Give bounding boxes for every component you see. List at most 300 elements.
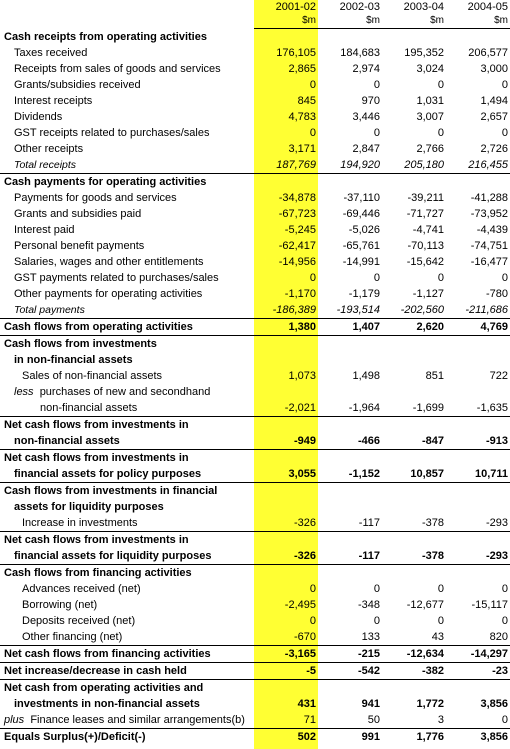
row-prefix: plus (4, 714, 25, 726)
row-label-text: Interest receipts (14, 95, 93, 107)
row-label-text: Total payments (14, 304, 85, 316)
value-cell (446, 174, 510, 191)
row-label (0, 417, 254, 434)
row-label-text: Total receipts (14, 159, 77, 171)
value-cell (382, 29, 446, 46)
value-cell: -14,297 (446, 646, 510, 663)
row-label (0, 206, 254, 222)
row-label-text: Interest paid (14, 224, 75, 236)
row-prefix: less (14, 386, 34, 398)
unit-header: $m (446, 14, 510, 29)
value-cell (446, 352, 510, 368)
value-cell: 0 (501, 615, 508, 627)
table-row (0, 238, 510, 254)
table-row (0, 190, 510, 206)
value-cell: 0 (373, 583, 380, 595)
value-cell (382, 483, 446, 500)
value-cell (446, 680, 510, 697)
value-cell: -39,211 (407, 192, 444, 204)
value-cell: 0 (437, 272, 444, 284)
row-label-text: Personal benefit payments (14, 240, 145, 252)
table-row (0, 61, 510, 77)
row-label-text: Advances received (net) (22, 583, 141, 595)
value-cell: -2,495 (284, 599, 316, 611)
value-cell: -382 (382, 663, 446, 680)
value-cell: 0 (437, 583, 444, 595)
row-label (0, 141, 254, 157)
table-row (0, 368, 510, 384)
row-label (0, 581, 254, 597)
value-cell: 205,180 (404, 159, 444, 171)
value-cell: 3,055 (288, 468, 316, 480)
value-cell: 176,105 (276, 47, 316, 59)
row-label (0, 532, 254, 549)
table-row (0, 77, 510, 93)
value-cell (446, 450, 510, 467)
value-cell (254, 352, 318, 368)
row-label (0, 696, 254, 712)
row-label-text: Equals Surplus(+)/Deficit(-) (4, 731, 146, 743)
table-row (0, 466, 510, 483)
value-cell: 10,857 (410, 468, 444, 480)
value-cell: -1,699 (412, 402, 444, 414)
value-cell: -5,026 (348, 224, 380, 236)
value-cell: -913 (485, 435, 508, 447)
table-row (0, 286, 510, 302)
value-cell: 216,455 (468, 159, 508, 171)
value-cell: 1,776 (382, 729, 446, 746)
value-cell: -37,110 (343, 192, 380, 204)
value-cell (254, 483, 318, 500)
row-label (0, 597, 254, 613)
value-cell: -23 (446, 663, 510, 680)
value-cell: 2,726 (480, 143, 508, 155)
value-cell: -202,560 (400, 304, 444, 316)
value-cell: -117 (358, 550, 380, 562)
value-cell: -14,991 (342, 256, 380, 268)
value-cell: 0 (309, 583, 316, 595)
year-header: 2004-05 (467, 1, 508, 13)
table-row (0, 712, 510, 729)
table-row (0, 532, 510, 549)
value-cell (318, 499, 382, 515)
value-cell: -4,439 (476, 224, 508, 236)
value-cell (446, 565, 510, 582)
value-cell: -215 (318, 646, 382, 663)
value-cell (318, 174, 382, 191)
value-cell: -73,952 (470, 208, 508, 220)
table-row (0, 613, 510, 629)
value-cell (382, 680, 446, 697)
value-cell: 2,766 (416, 143, 444, 155)
row-label (0, 384, 254, 400)
row-label (0, 515, 254, 532)
value-cell (254, 174, 318, 191)
value-cell: 0 (437, 79, 444, 91)
row-label-text: Salaries, wages and other entitlements (14, 256, 204, 268)
value-cell: -670 (293, 631, 316, 643)
row-label (0, 548, 254, 565)
value-cell: 0 (501, 583, 508, 595)
row-label-text: Cash payments for operating activities (4, 176, 207, 188)
value-cell: -542 (318, 663, 382, 680)
value-cell: -16,477 (470, 256, 508, 268)
value-cell: 2,847 (352, 143, 380, 155)
row-label (0, 629, 254, 646)
table-row (0, 206, 510, 222)
row-label-text: Net cash flows from financing activities (4, 648, 211, 660)
table-row (0, 319, 510, 336)
row-label (0, 680, 254, 697)
row-label (0, 93, 254, 109)
row-label-text: Finance leases and similar arrangements(b) (30, 714, 245, 726)
value-cell: 845 (297, 95, 316, 107)
value-cell (254, 417, 318, 434)
value-cell (446, 29, 510, 46)
value-cell: -326 (293, 517, 316, 529)
value-cell: 941 (361, 698, 380, 710)
value-cell: 4,769 (446, 319, 510, 336)
value-cell (254, 680, 318, 697)
value-cell: 3,446 (352, 111, 380, 123)
row-label-text: Net increase/decrease in cash held (4, 665, 187, 677)
table-row (0, 174, 510, 191)
value-cell: -378 (421, 517, 444, 529)
table-row (0, 499, 510, 515)
row-label-text: Dividends (14, 111, 63, 123)
table-row (0, 597, 510, 613)
row-label-text: non-financial assets (40, 402, 138, 414)
value-cell: 722 (489, 370, 508, 382)
value-cell: -62,417 (278, 240, 316, 252)
value-cell: 502 (254, 729, 318, 746)
value-cell: -71,727 (406, 208, 444, 220)
table-row (0, 141, 510, 157)
table-row (0, 663, 510, 680)
row-label-text: Grants/subsidies received (14, 79, 141, 91)
value-cell: 0 (437, 127, 444, 139)
value-cell: 194,920 (340, 159, 380, 171)
row-label (0, 61, 254, 77)
value-cell: 431 (297, 698, 316, 710)
table-row (0, 629, 510, 646)
table-row (0, 696, 510, 712)
value-cell: 0 (501, 79, 508, 91)
row-label (0, 190, 254, 206)
row-label-text: Deposits received (net) (22, 615, 136, 627)
value-cell: 3,007 (416, 111, 444, 123)
value-cell: -466 (357, 435, 380, 447)
value-cell: 0 (373, 615, 380, 627)
value-cell (382, 532, 446, 549)
table-row (0, 515, 510, 532)
value-cell: -65,761 (342, 240, 380, 252)
table-row (0, 729, 510, 746)
value-cell: 0 (309, 127, 316, 139)
value-cell: 4,783 (288, 111, 316, 123)
unit-header: $m (318, 14, 382, 29)
value-cell: -5 (254, 663, 318, 680)
value-cell: -186,389 (272, 304, 316, 316)
row-label-text: Cash flows from investments in financial (4, 485, 218, 497)
row-label (0, 646, 254, 663)
value-cell: -67,723 (278, 208, 316, 220)
row-label-text: Grants and subsidies paid (14, 208, 142, 220)
value-cell: 0 (501, 714, 508, 726)
row-label-text: Sales of non-financial assets (22, 370, 163, 382)
row-label (0, 45, 254, 61)
value-cell: 820 (489, 631, 508, 643)
value-cell (382, 499, 446, 515)
unit-header: $m (254, 14, 318, 29)
table-row (0, 581, 510, 597)
value-cell: 184,683 (340, 47, 380, 59)
value-cell (446, 417, 510, 434)
value-cell: -949 (293, 435, 316, 447)
row-label-text: Cash flows from financing activities (4, 567, 192, 579)
value-cell: -1,179 (348, 288, 380, 300)
value-cell: -780 (485, 288, 508, 300)
value-cell: 0 (501, 272, 508, 284)
row-label-text: Cash receipts from operating activities (4, 30, 207, 43)
row-label-text: Payments for goods and services (14, 192, 177, 204)
year-header: 2002-03 (339, 1, 380, 13)
table-row (0, 646, 510, 663)
table-row (0, 450, 510, 467)
value-cell: 0 (309, 615, 316, 627)
value-cell (382, 450, 446, 467)
value-cell (318, 417, 382, 434)
row-label-text: Net cash from operating activities and (4, 682, 204, 694)
value-cell: 71 (303, 714, 316, 726)
row-label (0, 466, 254, 483)
row-label (0, 729, 254, 746)
value-cell (254, 29, 318, 46)
value-cell: -847 (421, 435, 444, 447)
value-cell: 0 (373, 79, 380, 91)
value-cell: -1,170 (284, 288, 316, 300)
value-cell (446, 532, 510, 549)
row-label (0, 352, 254, 368)
value-cell: 50 (367, 714, 380, 726)
value-cell: 133 (361, 631, 380, 643)
value-cell: 851 (425, 370, 444, 382)
value-cell: 43 (431, 631, 444, 643)
row-label (0, 663, 254, 680)
value-cell: -378 (421, 550, 444, 562)
row-label-text: non-financial assets (14, 435, 120, 447)
row-label-text: Other payments for operating activities (14, 288, 203, 300)
row-label (0, 270, 254, 286)
value-cell: -5,245 (284, 224, 316, 236)
value-cell: -15,642 (406, 256, 444, 268)
value-cell: 3,171 (288, 143, 316, 155)
value-cell: 2,620 (382, 319, 446, 336)
value-cell: -1,635 (476, 402, 508, 414)
value-cell: 0 (373, 127, 380, 139)
value-cell (382, 565, 446, 582)
value-cell (318, 450, 382, 467)
table-row (0, 157, 510, 174)
row-label-text: assets for liquidity purposes (14, 501, 164, 513)
value-cell: 3,856 (480, 698, 508, 710)
row-label (0, 433, 254, 450)
value-cell (318, 336, 382, 353)
value-cell (318, 384, 382, 400)
row-label (0, 613, 254, 629)
value-cell: -1,964 (348, 402, 380, 414)
value-cell: -293 (485, 550, 508, 562)
row-label (0, 565, 254, 582)
row-label (0, 254, 254, 270)
value-cell (254, 450, 318, 467)
row-label (0, 29, 254, 46)
value-cell: -1,152 (348, 468, 380, 480)
value-cell (318, 352, 382, 368)
row-label-text: Net cash flows from investments in (4, 419, 189, 431)
row-label (0, 302, 254, 319)
value-cell (254, 499, 318, 515)
value-cell (254, 532, 318, 549)
table-row (0, 254, 510, 270)
value-cell (254, 565, 318, 582)
row-label-text: investments in non-financial assets (14, 698, 200, 710)
row-label-text: Receipts from sales of goods and services (14, 63, 221, 75)
table-row (0, 109, 510, 125)
header-blank-cell (0, 14, 254, 29)
header-years-row (0, 0, 510, 14)
value-cell (318, 483, 382, 500)
value-cell: 2,865 (288, 63, 316, 75)
row-label (0, 109, 254, 125)
value-cell: 3 (437, 714, 444, 726)
table-row (0, 352, 510, 368)
table-row (0, 222, 510, 238)
value-cell: 1,494 (480, 95, 508, 107)
row-label-text: Other receipts (14, 143, 84, 155)
row-label (0, 286, 254, 302)
value-cell (446, 499, 510, 515)
value-cell (382, 417, 446, 434)
value-cell: -211,686 (465, 304, 508, 316)
table-row (0, 336, 510, 353)
year-header: 2003-04 (403, 1, 444, 13)
value-cell: 3,856 (446, 729, 510, 746)
row-label (0, 336, 254, 353)
row-label (0, 319, 254, 336)
row-label-text: Borrowing (net) (22, 599, 98, 611)
value-cell (446, 384, 510, 400)
row-label (0, 157, 254, 174)
header-units-row (0, 14, 510, 29)
value-cell: 0 (309, 79, 316, 91)
value-cell: 0 (501, 127, 508, 139)
value-cell: 1,073 (288, 370, 316, 382)
value-cell: 2,657 (480, 111, 508, 123)
value-cell: 10,711 (474, 468, 508, 480)
table-row (0, 400, 510, 417)
value-cell: -70,113 (407, 240, 444, 252)
row-label-text: Increase in investments (22, 517, 138, 529)
row-label-text: purchases of new and secondhand (39, 386, 211, 398)
table-row (0, 29, 510, 46)
value-cell: -193,514 (336, 304, 380, 316)
value-cell: 1,772 (416, 698, 444, 710)
table-row (0, 433, 510, 450)
row-label-text: Net cash flows from investments in (4, 452, 189, 464)
value-cell: 991 (318, 729, 382, 746)
row-label (0, 483, 254, 500)
value-cell (446, 336, 510, 353)
value-cell: 970 (361, 95, 380, 107)
value-cell: 3,024 (416, 63, 444, 75)
value-cell: 0 (309, 272, 316, 284)
row-label-text: Taxes received (14, 47, 88, 59)
value-cell: -34,878 (278, 192, 316, 204)
row-label (0, 499, 254, 515)
value-cell: -15,117 (471, 599, 508, 611)
value-cell: -14,956 (278, 256, 316, 268)
table-row (0, 417, 510, 434)
row-label-text: Cash flows from operating activities (4, 321, 193, 333)
row-label-text: financial assets for liquidity purposes (14, 550, 212, 562)
table-row (0, 93, 510, 109)
table-row (0, 384, 510, 400)
row-label (0, 368, 254, 384)
table-row (0, 302, 510, 319)
row-label (0, 400, 254, 417)
value-cell: 1,407 (318, 319, 382, 336)
value-cell: -348 (357, 599, 380, 611)
value-cell: -326 (293, 550, 316, 562)
value-cell: 1,380 (254, 319, 318, 336)
table-row (0, 565, 510, 582)
value-cell: 187,769 (276, 159, 316, 171)
row-label (0, 450, 254, 467)
value-cell: -69,446 (342, 208, 380, 220)
value-cell (254, 336, 318, 353)
table-row (0, 548, 510, 565)
row-label-text: in non-financial assets (14, 354, 133, 366)
value-cell: -1,127 (412, 288, 444, 300)
value-cell: -4,741 (412, 224, 444, 236)
value-cell: 2,974 (352, 63, 380, 75)
table-row (0, 45, 510, 61)
table-row (0, 125, 510, 141)
row-label-text: GST receipts related to purchases/sales (14, 127, 210, 139)
row-label-text: Other financing (net) (22, 631, 123, 643)
value-cell: 206,577 (468, 47, 508, 59)
value-cell: -12,634 (382, 646, 446, 663)
value-cell (382, 336, 446, 353)
row-label (0, 238, 254, 254)
value-cell (382, 352, 446, 368)
value-cell: -2,021 (284, 402, 316, 414)
row-label (0, 125, 254, 141)
year-header: 2001-02 (275, 1, 316, 13)
row-label (0, 77, 254, 93)
value-cell (318, 532, 382, 549)
value-cell (318, 29, 382, 46)
value-cell: -3,165 (254, 646, 318, 663)
table-row (0, 483, 510, 500)
value-cell (382, 384, 446, 400)
unit-header: $m (382, 14, 446, 29)
table-row (0, 680, 510, 697)
value-cell: 0 (437, 615, 444, 627)
table-row (0, 270, 510, 286)
row-label (0, 222, 254, 238)
